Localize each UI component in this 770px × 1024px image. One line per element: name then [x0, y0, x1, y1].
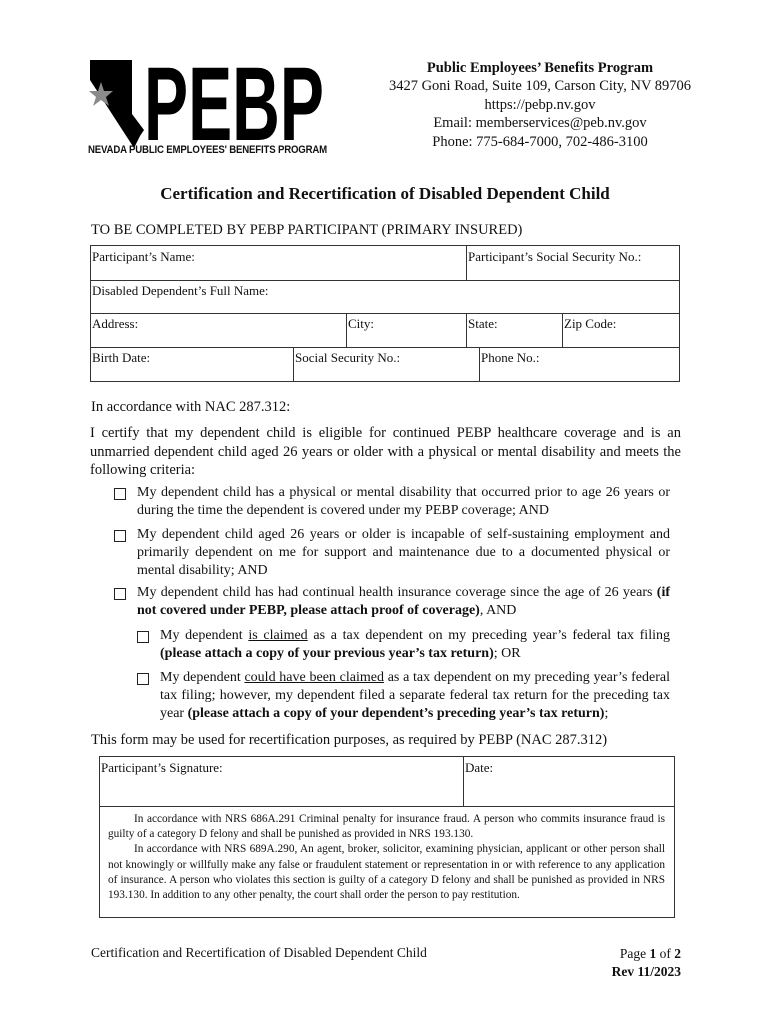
org-address: 3427 Goni Road, Suite 109, Carson City, NV 89706 — [388, 78, 692, 95]
org-name: Public Employees’ Benefits Program — [426, 60, 654, 76]
phone-field[interactable] — [480, 348, 679, 381]
criterion-dependent-support — [114, 526, 670, 581]
phone-label: Phone No.: — [481, 350, 540, 365]
page-number: Page 1 of 2 — [619, 946, 681, 961]
criterion-disability — [114, 484, 670, 520]
city-field[interactable] — [347, 314, 466, 347]
recertification-note: This form may be used for recertification purposes, as required by PEBP (NAC 287.312) — [91, 732, 608, 748]
criterion-tax-could-claim-text: My dependent could have been claimed as a tax dependent on my preceding year’s federal tax filing; however, my dependent filed a separate federal tax return for the preceding tax year (please attach a copy of your dependent’s preceding year’s tax return); — [160, 670, 670, 722]
birth-date-label: Birth Date: — [92, 350, 151, 365]
address-field[interactable] — [91, 314, 346, 347]
accordance-statement: In accordance with NAC 287.312: — [91, 399, 291, 415]
signature-date-field[interactable] — [464, 758, 674, 806]
date-label: Date: — [465, 760, 494, 775]
section-heading: TO BE COMPLETED BY PEBP PARTICIPANT (PRIMARY INSURED) — [91, 222, 523, 238]
criterion-dependent-support-text: My dependent child aged 26 years or older is incapable of self-sustaining employment and primarily dependent on me for support and maintenance due to a documented physical or mental disability; AND — [137, 527, 670, 579]
logo-caption: NEVADA PUBLIC EMPLOYEES' BENEFITS PROGRAM — [88, 144, 327, 156]
footer-title: Certification and Recertification of Disabled Dependent Child — [91, 945, 427, 960]
criterion-tax-could-claim — [137, 669, 670, 724]
participant-ssn-label: Participant’s Social Security No.: — [468, 249, 642, 264]
checkbox-dependent-support[interactable] — [114, 530, 126, 542]
org-website[interactable]: https://pebp.nv.gov — [484, 96, 596, 113]
participant-info-table — [90, 245, 680, 382]
document-title: Certification and Recertification of Disabled Dependent Child — [160, 184, 610, 203]
dependent-ssn-field[interactable] — [294, 348, 479, 381]
birth-date-field[interactable] — [91, 348, 293, 381]
criterion-continual-coverage — [114, 584, 670, 620]
footer-page-info — [560, 945, 681, 981]
checkbox-tax-claimed[interactable] — [137, 631, 149, 643]
dependent-name-label: Disabled Dependent’s Full Name: — [92, 283, 269, 298]
certification-statement: I certify that my dependent child is eligible for continued PEBP healthcare coverage and is an unmarried dependent child aged 26 years or older with a physical or mental disability and meets the following criteria: — [90, 425, 681, 479]
dependent-ssn-label: Social Security No.: — [295, 350, 401, 365]
state-label: State: — [468, 316, 498, 331]
contact-block — [370, 59, 710, 151]
criterion-tax-claimed — [137, 627, 670, 663]
participant-ssn-field[interactable] — [467, 247, 679, 280]
fraud-notice-nrs-686a: In accordance with NRS 686A.291 Criminal penalty for insurance fraud. A person who commits insurance fraud is guilty of a category D felony and shall be punished as provided in NRS 193.130. — [108, 813, 665, 841]
checkbox-continual-coverage[interactable] — [114, 588, 126, 600]
state-field[interactable] — [467, 314, 562, 347]
address-label: Address: — [92, 316, 139, 331]
participant-name-field[interactable] — [91, 247, 466, 280]
signature-label: Participant’s Signature: — [101, 760, 223, 775]
logo-wordmark: PEBP — [144, 56, 324, 148]
nevada-state-shape — [90, 60, 144, 148]
zip-field[interactable] — [563, 314, 679, 347]
fraud-notice-nrs-689a: In accordance with NRS 689A.290, An agent, broker, solicitor, examining physician, applicant or other person shall not knowingly or willfully make any false or fraudulent statement or representation in or with reference to any application of insurance. A person who violates this section is guilty of a category D felony and shall be punished as provided in NRS 193.130. In addition to any other penalty, the court shall order the person to pay restitution. — [108, 843, 665, 902]
pebp-logo — [88, 56, 326, 148]
checkbox-disability[interactable] — [114, 488, 126, 500]
criterion-continual-coverage-text: My dependent child has had continual health insurance coverage since the age of 26 years (if not covered under PEBP, please attach proof of coverage), AND — [137, 585, 670, 619]
org-email[interactable]: Email: memberservices@peb.nv.gov — [433, 115, 647, 132]
criterion-tax-claimed-text: My dependent is claimed as a tax dependent on my preceding year’s federal tax filing (please attach a copy of your previous year’s tax return); OR — [160, 628, 670, 662]
dependent-name-field[interactable] — [91, 281, 679, 313]
org-phone: Phone: 775-684-7000, 702-486-3100 — [432, 133, 648, 150]
participant-signature-field[interactable] — [100, 758, 463, 806]
city-label: City: — [348, 316, 375, 331]
zip-label: Zip Code: — [564, 316, 617, 331]
fraud-notice — [100, 812, 665, 903]
revision-date: Rev 11/2023 — [611, 964, 681, 979]
participant-name-label: Participant’s Name: — [92, 249, 195, 264]
criterion-disability-text: My dependent child has a physical or mental disability that occurred prior to age 26 years or during the time the dependent is covered under my PEBP coverage; AND — [137, 485, 670, 519]
checkbox-tax-could-claim[interactable] — [137, 673, 149, 685]
